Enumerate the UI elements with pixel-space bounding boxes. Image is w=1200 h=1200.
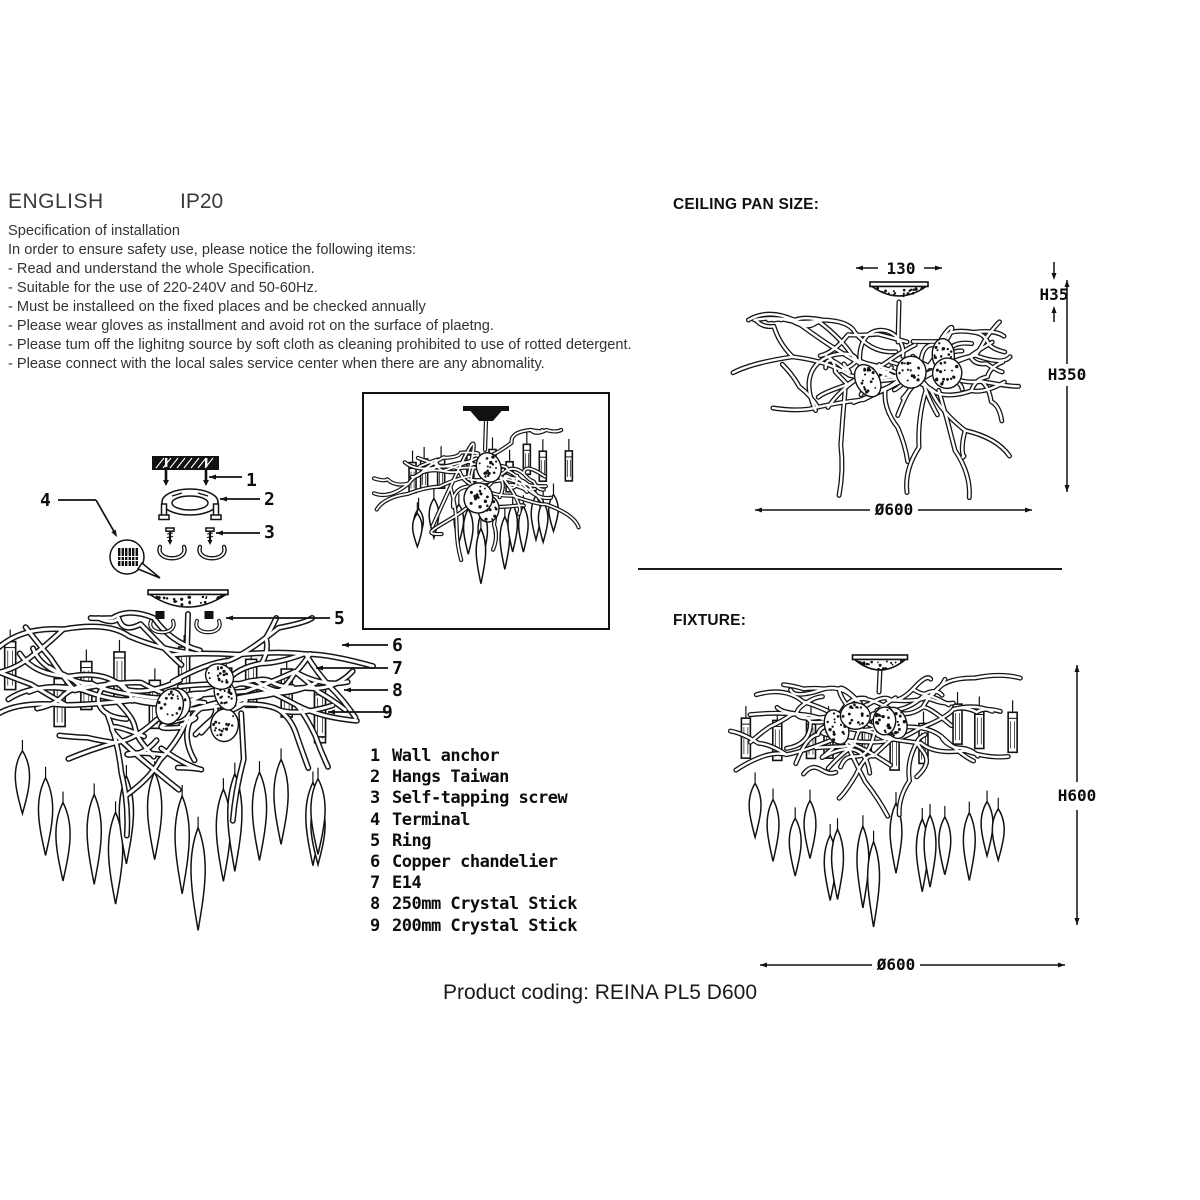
part-number: 5 (370, 830, 380, 851)
spec-text-block (8, 222, 668, 374)
parts-list-item (370, 767, 577, 788)
part-number: 8 (370, 894, 380, 915)
parts-list-item (370, 852, 577, 873)
dim-label-h35: H35 (1039, 285, 1069, 304)
callout-number-e14: 7 (392, 658, 403, 679)
parts-list-item (370, 916, 577, 937)
chandelier-parts-drawing (0, 578, 425, 978)
installation-hardware-diagram (18, 436, 328, 586)
parts-list (370, 746, 577, 937)
part-name: Hangs Taiwan (392, 767, 509, 788)
part-number: 3 (370, 788, 380, 809)
part-name: Terminal (392, 809, 470, 830)
spec-line: - Read and understand the whole Specification. (8, 261, 315, 277)
part-name: E14 (392, 873, 422, 894)
dim-label-h600: H600 (1057, 786, 1097, 805)
parts-list-item (370, 873, 577, 894)
fixture-title: FIXTURE: (673, 612, 747, 629)
assembled-fixture-drawing (364, 394, 607, 627)
part-name: Copper chandelier (392, 851, 558, 872)
spec-title: Specification of installation (8, 223, 180, 239)
part-number: 4 (370, 809, 380, 830)
callout-number-wall-anchor: 1 (246, 470, 257, 491)
product-coding: Product coding: REINA PL5 D600 (442, 981, 757, 1004)
part-number: 6 (370, 851, 380, 872)
part-name: Wall anchor (392, 746, 500, 766)
callout-number-copper-chandelier: 6 (392, 635, 403, 656)
ceiling-pan-size-title: CEILING PAN SIZE: (673, 196, 820, 213)
part-number: 2 (370, 767, 380, 788)
ip-rating-label: IP20 (180, 190, 224, 213)
callout-number-200mm-stick: 9 (382, 702, 393, 723)
callout-number-ring: 5 (334, 608, 345, 629)
part-number: 7 (370, 873, 380, 894)
part-name: 250mm Crystal Stick (392, 894, 577, 915)
ceiling-pan-dimension-drawing (640, 244, 1110, 544)
callout-number-terminal: 4 (40, 490, 51, 511)
assembled-fixture-inset-box (362, 392, 610, 630)
parts-list-item (370, 810, 577, 831)
part-name: 200mm Crystal Stick (392, 915, 577, 936)
spec-line: - Must be installeed on the fixed places and be checked annually (8, 299, 426, 315)
fixture-dimension-drawing (640, 598, 1110, 998)
section-divider (638, 568, 1062, 570)
part-name: Ring (392, 830, 431, 851)
callout-number-hangs-taiwan: 2 (264, 489, 275, 510)
parts-list-item (370, 788, 577, 809)
dim-label-d600-pan: Ø600 (874, 500, 914, 519)
dim-label-130: 130 (886, 259, 916, 278)
parts-list-item (370, 746, 577, 767)
spec-line: - Please wear gloves as installment and avoid rot on the surface of plaetng. (8, 318, 494, 334)
spec-line: - Please connect with the local sales service center when there are any abnomality. (8, 356, 545, 372)
part-name: Self-tapping screw (392, 788, 568, 809)
parts-list-item (370, 831, 577, 852)
dim-label-d600-fixture: Ø600 (876, 955, 916, 974)
dim-label-h350: H350 (1047, 365, 1087, 384)
callout-number-screw: 3 (264, 522, 275, 543)
spec-line: - Please tum off the lighitng source by soft cloth as cleaning prohibited to use of rotted detergent. (8, 337, 632, 353)
part-number: 1 (370, 746, 380, 766)
spec-intro: In order to ensure safety use, please notice the following items: (8, 242, 417, 258)
language-label: ENGLISH (8, 190, 104, 213)
spec-line: - Suitable for the use of 220-240V and 50-60Hz. (8, 280, 318, 296)
parts-list-item (370, 894, 577, 915)
part-number: 9 (370, 915, 380, 936)
callout-number-250mm-stick: 8 (392, 680, 403, 701)
